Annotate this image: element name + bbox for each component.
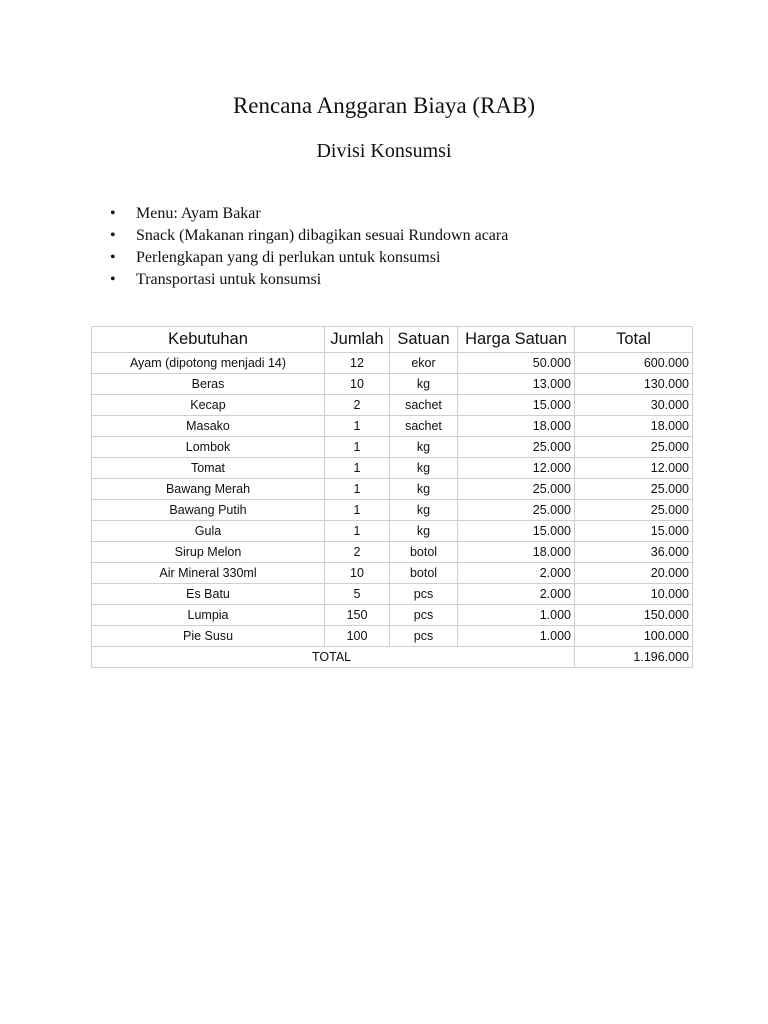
row-total-cell: 25.000 <box>575 437 693 458</box>
unit-cell: sachet <box>390 395 458 416</box>
header-harga-satuan: Harga Satuan <box>458 327 575 353</box>
bullet-icon: • <box>110 227 116 244</box>
table-row <box>92 542 693 563</box>
row-total-cell: 12.000 <box>575 458 693 479</box>
quantity-cell: 1 <box>325 437 390 458</box>
unit-price-cell: 15.000 <box>458 521 575 542</box>
bullet-icon: • <box>110 271 116 288</box>
row-total-cell: 100.000 <box>575 626 693 647</box>
row-total-cell: 30.000 <box>575 395 693 416</box>
table-row <box>92 521 693 542</box>
header-satuan: Satuan <box>390 327 458 353</box>
unit-cell: sachet <box>390 416 458 437</box>
table-row <box>92 626 693 647</box>
bullet-icon: • <box>110 205 116 222</box>
quantity-cell: 12 <box>325 353 390 374</box>
item-name-cell: Kecap <box>92 395 325 416</box>
budget-table <box>91 326 693 668</box>
row-total-cell: 25.000 <box>575 479 693 500</box>
quantity-cell: 1 <box>325 479 390 500</box>
unit-cell: botol <box>390 563 458 584</box>
table-row <box>92 584 693 605</box>
table-row <box>92 374 693 395</box>
table-row <box>92 353 693 374</box>
quantity-cell: 2 <box>325 542 390 563</box>
unit-cell: kg <box>390 479 458 500</box>
table-total-row <box>92 647 693 668</box>
unit-price-cell: 18.000 <box>458 416 575 437</box>
row-total-cell: 600.000 <box>575 353 693 374</box>
row-total-cell: 25.000 <box>575 500 693 521</box>
unit-price-cell: 2.000 <box>458 563 575 584</box>
row-total-cell: 20.000 <box>575 563 693 584</box>
unit-cell: pcs <box>390 605 458 626</box>
item-name-cell: Lombok <box>92 437 325 458</box>
bullet-item <box>110 247 508 269</box>
item-name-cell: Pie Susu <box>92 626 325 647</box>
row-total-cell: 18.000 <box>575 416 693 437</box>
unit-cell: pcs <box>390 626 458 647</box>
item-name-cell: Bawang Merah <box>92 479 325 500</box>
row-total-cell: 130.000 <box>575 374 693 395</box>
unit-cell: pcs <box>390 584 458 605</box>
document-subtitle: Divisi Konsumsi <box>316 140 452 162</box>
table-row <box>92 437 693 458</box>
unit-cell: kg <box>390 521 458 542</box>
table-row <box>92 605 693 626</box>
quantity-cell: 2 <box>325 395 390 416</box>
unit-cell: kg <box>390 500 458 521</box>
unit-price-cell: 25.000 <box>458 500 575 521</box>
bullet-text: Transportasi untuk konsumsi <box>136 271 322 288</box>
table-row <box>92 458 693 479</box>
table-row <box>92 416 693 437</box>
header-total: Total <box>575 327 693 353</box>
total-value: 1.196.000 <box>575 647 693 668</box>
bullet-text: Snack (Makanan ringan) dibagikan sesuai Rundown acara <box>136 227 509 244</box>
quantity-cell: 1 <box>325 458 390 479</box>
item-name-cell: Masako <box>92 416 325 437</box>
bullet-item <box>110 225 508 247</box>
table-row <box>92 479 693 500</box>
item-name-cell: Beras <box>92 374 325 395</box>
unit-price-cell: 2.000 <box>458 584 575 605</box>
total-label: TOTAL <box>92 647 575 668</box>
table-row <box>92 563 693 584</box>
item-name-cell: Bawang Putih <box>92 500 325 521</box>
quantity-cell: 10 <box>325 374 390 395</box>
bullet-text: Menu: Ayam Bakar <box>136 205 261 222</box>
row-total-cell: 10.000 <box>575 584 693 605</box>
table-row <box>92 500 693 521</box>
unit-price-cell: 1.000 <box>458 605 575 626</box>
unit-price-cell: 1.000 <box>458 626 575 647</box>
quantity-cell: 5 <box>325 584 390 605</box>
unit-cell: botol <box>390 542 458 563</box>
row-total-cell: 150.000 <box>575 605 693 626</box>
unit-price-cell: 50.000 <box>458 353 575 374</box>
item-name-cell: Ayam (dipotong menjadi 14) <box>92 353 325 374</box>
unit-cell: kg <box>390 437 458 458</box>
bullet-icon: • <box>110 249 116 266</box>
unit-cell: kg <box>390 374 458 395</box>
item-name-cell: Es Batu <box>92 584 325 605</box>
item-name-cell: Sirup Melon <box>92 542 325 563</box>
unit-price-cell: 25.000 <box>458 437 575 458</box>
item-name-cell: Air Mineral 330ml <box>92 563 325 584</box>
header-kebutuhan: Kebutuhan <box>92 327 325 353</box>
item-name-cell: Gula <box>92 521 325 542</box>
bullet-item <box>110 269 508 291</box>
item-name-cell: Tomat <box>92 458 325 479</box>
unit-price-cell: 15.000 <box>458 395 575 416</box>
unit-cell: kg <box>390 458 458 479</box>
quantity-cell: 150 <box>325 605 390 626</box>
row-total-cell: 36.000 <box>575 542 693 563</box>
unit-price-cell: 18.000 <box>458 542 575 563</box>
bullet-text: Perlengkapan yang di perlukan untuk konsumsi <box>136 249 441 266</box>
row-total-cell: 15.000 <box>575 521 693 542</box>
unit-cell: ekor <box>390 353 458 374</box>
quantity-cell: 1 <box>325 500 390 521</box>
unit-price-cell: 25.000 <box>458 479 575 500</box>
table-header-row <box>92 327 693 353</box>
unit-price-cell: 12.000 <box>458 458 575 479</box>
table-row <box>92 395 693 416</box>
item-name-cell: Lumpia <box>92 605 325 626</box>
quantity-cell: 1 <box>325 521 390 542</box>
quantity-cell: 100 <box>325 626 390 647</box>
bullet-list <box>110 203 508 291</box>
quantity-cell: 10 <box>325 563 390 584</box>
quantity-cell: 1 <box>325 416 390 437</box>
header-jumlah: Jumlah <box>325 327 390 353</box>
bullet-item <box>110 203 508 225</box>
unit-price-cell: 13.000 <box>458 374 575 395</box>
document-title: Rencana Anggaran Biaya (RAB) <box>232 93 536 118</box>
